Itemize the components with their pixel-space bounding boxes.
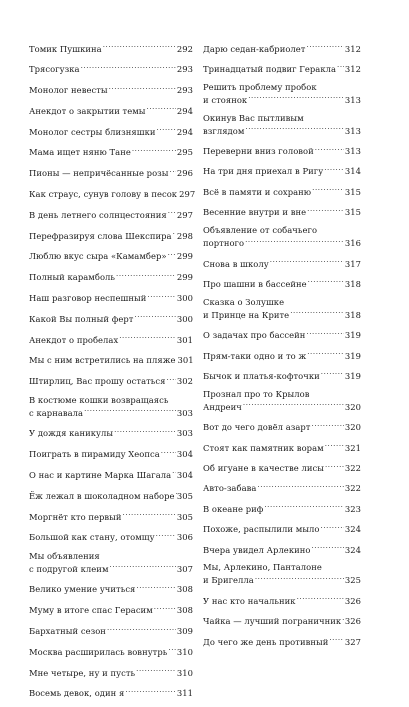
toc-entry-row [203, 614, 361, 627]
toc-entry [29, 509, 193, 522]
toc-entry-row [203, 348, 361, 361]
toc-entry-title: У нас кто начальник [203, 596, 296, 607]
toc-entry-title: Авто-забава [203, 483, 256, 494]
toc-entry-title: портного [203, 238, 244, 249]
toc-entry-page-number: 326 [345, 616, 361, 627]
dot-leader [306, 328, 343, 339]
toc-entry-row [203, 41, 361, 54]
toc-entry-title: О задачах про бассейн [203, 330, 305, 341]
dot-leader [123, 509, 176, 520]
toc-entry-title: Пионы — непричёсанные розы [29, 168, 169, 179]
dot-leader [245, 236, 344, 247]
toc-entry [29, 665, 193, 678]
toc-entry-title: Мне четыре, ну и пусть [29, 668, 135, 679]
toc-entry-page-number: 319 [345, 371, 361, 382]
toc-entry-page-number: 313 [345, 95, 361, 106]
dot-leader [166, 374, 175, 385]
toc-entry-page-number: 300 [177, 293, 193, 304]
dot-leader [134, 311, 175, 322]
toc-entry-title: Похоже, распылили мыло [203, 524, 320, 535]
toc-entry-title: Прям-таки одно и то ж [203, 351, 306, 362]
dot-leader [308, 276, 344, 287]
toc-entry-page-number: 297 [177, 210, 193, 221]
dot-leader [154, 603, 176, 614]
toc-entry [29, 624, 193, 637]
toc-entry-page-number: 322 [345, 463, 361, 474]
toc-entry-row [203, 593, 361, 606]
toc-entry-title: Мама ищет няню Тане [29, 147, 131, 158]
toc-entry-row [203, 61, 361, 74]
dot-leader [321, 368, 344, 379]
toc-entry-row [29, 124, 193, 137]
toc-entry-row [203, 501, 361, 514]
toc-entry-page-number: 324 [345, 545, 361, 556]
toc-entry-row [29, 311, 193, 324]
toc-entry-page-number: 322 [345, 483, 361, 494]
toc-entry-title: Поиграть в пирамиду Хеопса [29, 449, 160, 460]
dot-leader [329, 634, 344, 645]
toc-entry-title: Перефразируя слова Шекспира [29, 231, 172, 242]
toc-entry-page-number: 293 [177, 64, 193, 75]
toc-entry-row [203, 481, 361, 494]
toc-entry-page-number: 325 [345, 575, 361, 586]
toc-entry [29, 291, 193, 304]
toc-entry [203, 481, 361, 494]
toc-entry-page-number: 310 [177, 647, 193, 658]
toc-entry-row [203, 420, 361, 433]
toc-entry [29, 447, 193, 460]
toc-entry-row [29, 62, 193, 75]
toc-entry-title: Трясогузка [29, 64, 80, 75]
toc-entry-page-number: 327 [345, 637, 361, 648]
toc-entry-title: Штирлиц, Вас прошу остаться [29, 376, 165, 387]
toc-entry [29, 62, 193, 75]
toc-entry [203, 328, 361, 341]
dot-leader [307, 348, 344, 359]
dot-leader [116, 270, 176, 281]
toc-entry-title: с подругой клеим [29, 564, 109, 575]
dot-leader [243, 399, 344, 410]
dot-leader [312, 184, 344, 195]
dot-leader [337, 61, 344, 72]
toc-entry-title-line1: Решить проблему пробок [203, 82, 361, 93]
toc-entry-title: Большой как стану, отомщу [29, 532, 155, 543]
toc-entry-page-number: 309 [177, 626, 193, 637]
toc-entry-title: До чего же день противный [203, 637, 328, 648]
toc-entry-page-number: 320 [345, 402, 361, 413]
toc-entry [203, 461, 361, 474]
toc-entry-page-number: 293 [177, 85, 193, 96]
toc-entry-page-number: 294 [177, 127, 193, 138]
toc-entry [203, 184, 361, 197]
dot-leader [170, 166, 176, 177]
toc-entry-title: Дарю седан-кабриолет [203, 44, 306, 55]
toc-entry-row [29, 270, 193, 283]
toc-entry [203, 634, 361, 647]
toc-entry-page-number: 299 [177, 251, 193, 262]
toc-entry-title: Бархатный сезон [29, 626, 106, 637]
toc-entry [29, 270, 193, 283]
toc-entry [203, 113, 361, 137]
dot-leader [245, 123, 343, 134]
toc-entry-page-number: 314 [345, 166, 361, 177]
toc-entry-row [203, 184, 361, 197]
toc-entry-page-number: 324 [345, 524, 361, 535]
toc-entry-page-number: 313 [345, 126, 361, 137]
toc-entry [203, 82, 361, 106]
toc-entry-title-line1: В костюме кошки возвращаясь [29, 395, 193, 406]
dot-leader [84, 405, 176, 416]
toc-entry-title: Тринадцатый подвиг Геракла [203, 64, 336, 75]
toc-entry-row [29, 488, 193, 501]
dot-leader [156, 530, 176, 541]
toc-left-column [29, 41, 193, 707]
toc-entry-row [29, 665, 193, 678]
toc-entry-title: Велико умение учиться [29, 584, 135, 595]
toc-entry-row [29, 166, 193, 179]
toc-entry [29, 353, 193, 366]
toc-entry [203, 501, 361, 514]
toc-entry-page-number: 320 [345, 422, 361, 433]
toc-entry-page-number: 304 [177, 470, 193, 481]
toc-entry-title: У дождя каникулы [29, 428, 113, 439]
toc-entry [29, 530, 193, 543]
toc-entry [203, 440, 361, 453]
toc-entry [29, 249, 193, 262]
toc-entry-row [203, 399, 361, 412]
dot-leader [325, 461, 344, 472]
toc-entry-row [203, 92, 361, 105]
toc-entry-page-number: 318 [345, 310, 361, 321]
toc-entry [203, 61, 361, 74]
dot-leader [248, 92, 344, 103]
toc-entry [29, 551, 193, 575]
dot-leader [110, 561, 176, 572]
toc-entry-title: Об игуане в качестве лисы [203, 463, 324, 474]
toc-entry-page-number: 311 [177, 688, 193, 699]
toc-entry-page-number: 312 [345, 44, 361, 55]
toc-entry [29, 686, 193, 699]
toc-entry-page-number: 294 [177, 106, 193, 117]
toc-entry-row [203, 144, 361, 157]
toc-entry-row [29, 291, 193, 304]
dot-leader [325, 440, 344, 451]
toc-entry-title: Весенние внутри и вне [203, 207, 306, 218]
toc-entry-row [203, 256, 361, 269]
toc-entry-page-number: 307 [177, 564, 193, 575]
toc-entry [203, 164, 361, 177]
toc-entry-row [203, 236, 361, 249]
toc-entry [29, 488, 193, 501]
toc-entry-title-line1: Сказка о Золушке [203, 297, 361, 308]
dot-leader [255, 573, 344, 584]
toc-entry [29, 145, 193, 158]
toc-entry-title: и Принце на Крите [203, 310, 289, 321]
toc-entry [29, 332, 193, 345]
toc-entry-title: Про шашни в бассейне [203, 279, 307, 290]
toc-entry-page-number: 299 [177, 272, 193, 283]
toc-entry [29, 644, 193, 657]
toc-entry-page-number: 302 [177, 376, 193, 387]
toc-right-column [203, 41, 361, 655]
dot-leader [290, 307, 344, 318]
toc-entry [203, 348, 361, 361]
toc-entry-title: Мы с ним встретились на пляже [29, 355, 176, 366]
dot-leader [119, 332, 176, 343]
toc-entry-title: Наш разговор неспешный [29, 293, 146, 304]
toc-entry-page-number: 303 [177, 408, 193, 419]
toc-entry [29, 83, 193, 96]
dot-leader [312, 420, 344, 431]
toc-entry-row [29, 187, 193, 200]
toc-entry-page-number: 318 [345, 279, 361, 290]
toc-entry-row [203, 461, 361, 474]
toc-entry-title: Стоят как памятник ворам [203, 443, 324, 454]
dot-leader [311, 542, 343, 553]
toc-entry-title: Бычок и платья-кофточки [203, 371, 320, 382]
toc-entry-page-number: 304 [177, 449, 193, 460]
toc-entry [29, 187, 193, 200]
toc-entry [203, 225, 361, 249]
toc-entry [203, 542, 361, 555]
toc-entry [203, 614, 361, 627]
toc-entry-page-number: 297 [179, 189, 195, 200]
toc-entry-row [29, 103, 193, 116]
toc-entry [203, 41, 361, 54]
dot-leader [264, 501, 344, 512]
toc-entry-row [29, 686, 193, 699]
toc-entry-title: Монолог невесты [29, 85, 108, 96]
dot-leader [103, 41, 176, 52]
toc-entry-title: с карнавала [29, 408, 83, 419]
toc-entry-row [29, 83, 193, 96]
toc-entry-title: На три дня приехал в Ригу [203, 166, 323, 177]
dot-leader [315, 144, 344, 155]
toc-entry-row [29, 603, 193, 616]
toc-entry [29, 207, 193, 220]
toc-entry-page-number: 298 [177, 231, 193, 242]
toc-entry-row [29, 332, 193, 345]
toc-entry-title: и Бригелла [203, 575, 254, 586]
toc-entry-page-number: 301 [178, 355, 194, 366]
toc-entry [203, 562, 361, 586]
dot-leader [132, 145, 176, 156]
dot-leader [147, 103, 176, 114]
dot-leader [109, 83, 176, 94]
toc-entry [203, 522, 361, 535]
toc-entry-row [203, 368, 361, 381]
dot-leader [172, 467, 176, 478]
toc-entry-row [203, 164, 361, 177]
toc-entry-title: Переверни вниз головой [203, 146, 314, 157]
toc-entry-title: Муму в итоге спас Герасим [29, 605, 153, 616]
toc-entry-title: взглядом [203, 126, 244, 137]
dot-leader [257, 481, 343, 492]
toc-entry-title: Моргнёт кто первый [29, 512, 122, 523]
toc-entry-row [29, 561, 193, 574]
toc-entry [203, 420, 361, 433]
toc-entry-page-number: 319 [345, 330, 361, 341]
toc-entry [29, 395, 193, 419]
toc-entry-page-number: 295 [177, 147, 193, 158]
toc-entry-title-line1: Прознал про то Крылов [203, 389, 361, 400]
toc-entry-row [203, 328, 361, 341]
toc-entry-row [29, 644, 193, 657]
dot-leader [136, 582, 175, 593]
toc-entry [203, 276, 361, 289]
dot-leader [342, 614, 344, 625]
toc-entry-title-line1: Мы, Арлекино, Панталоне [203, 562, 361, 573]
dot-leader [107, 624, 176, 635]
dot-leader [270, 256, 344, 267]
dot-leader [125, 686, 176, 697]
dot-leader [168, 207, 176, 218]
toc-entry-page-number: 301 [177, 335, 193, 346]
dot-leader [168, 644, 175, 655]
toc-entry-row [203, 522, 361, 535]
toc-entry-page-number: 303 [177, 428, 193, 439]
dot-leader [173, 228, 176, 239]
toc-entry-page-number: 308 [177, 605, 193, 616]
toc-entry-page-number: 313 [345, 146, 361, 157]
toc-entry-title: Томик Пушкина [29, 44, 102, 55]
dot-leader [114, 426, 176, 437]
toc-entry-row [29, 228, 193, 241]
toc-entry-row [29, 249, 193, 262]
toc-entry-row [29, 426, 193, 439]
toc-entry-title: Ёж лежал в шоколадном наборе [29, 491, 175, 502]
toc-entry-title-line1: Объявление от собачьего [203, 225, 361, 236]
toc-entry-page-number: 317 [345, 259, 361, 270]
toc-entry-row [29, 374, 193, 387]
toc-entry-title: В день летнего солнцестояния [29, 210, 167, 221]
toc-entry-title: Андреич [203, 402, 242, 413]
toc-entry [29, 374, 193, 387]
toc-entry-page-number: 300 [177, 314, 193, 325]
toc-entry-page-number: 306 [177, 532, 193, 543]
toc-entry-title: Анекдот о пробелах [29, 335, 118, 346]
toc-entry-row [203, 440, 361, 453]
toc-entry-title: В океане риф [203, 504, 263, 515]
dot-leader [321, 522, 344, 533]
toc-entry-row [29, 447, 193, 460]
dot-leader [307, 205, 344, 216]
toc-entry [203, 205, 361, 218]
toc-entry-page-number: 312 [345, 64, 361, 75]
toc-entry [203, 297, 361, 321]
toc-entry-page-number: 316 [345, 238, 361, 249]
toc-entry-row [29, 41, 193, 54]
toc-entry [29, 103, 193, 116]
toc-entry-page-number: 321 [345, 443, 361, 454]
toc-entry-page-number: 308 [177, 584, 193, 595]
toc-entry-row [203, 123, 361, 136]
toc-entry-title: Какой Вы полный ферт [29, 314, 133, 325]
toc-entry-page-number: 310 [177, 668, 193, 679]
toc-entry-title: О нас и картине Марка Шагала [29, 470, 171, 481]
toc-entry [203, 368, 361, 381]
toc-entry-title: и стоянок [203, 95, 247, 106]
toc-entry [29, 467, 193, 480]
toc-entry-page-number: 292 [177, 44, 193, 55]
dot-leader [307, 41, 344, 52]
toc-entry-page-number: 305 [177, 512, 193, 523]
toc-entry-row [29, 582, 193, 595]
dot-leader [324, 164, 344, 175]
toc-entry-title: Всё в памяти и сохраню [203, 187, 311, 198]
toc-entry-page-number: 315 [345, 207, 361, 218]
toc-entry [203, 256, 361, 269]
toc-entry [29, 311, 193, 324]
toc-entry-title: Чайка — лучший пограничник [203, 616, 341, 627]
dot-leader [168, 249, 176, 260]
toc-entry-row [29, 145, 193, 158]
toc-entry-title: Анекдот о закрытии темы [29, 106, 146, 117]
toc-entry [203, 389, 361, 413]
toc-entry-title: Вот до чего довёл азарт [203, 422, 311, 433]
dot-leader [297, 593, 344, 604]
toc-entry-page-number: 323 [345, 504, 361, 515]
toc-entry-title-line1: Окинув Вас пытливым [203, 113, 361, 124]
toc-entry-title: Москва расширилась вовнутрь [29, 647, 167, 658]
toc-entry-row [203, 276, 361, 289]
dot-leader [81, 62, 176, 73]
toc-entry-page-number: 305 [177, 491, 193, 502]
toc-entry [203, 144, 361, 157]
toc-entry-page-number: 296 [177, 168, 193, 179]
toc-entry-row [203, 573, 361, 586]
toc-entry-row [203, 307, 361, 320]
toc-entry-row [29, 509, 193, 522]
toc-entry-title: Люблю вкус сыра «Камамбер» [29, 251, 167, 262]
toc-entry-title: Снова в школу [203, 259, 269, 270]
toc-entry [29, 228, 193, 241]
toc-entry-title: Монолог сестры близняшки [29, 127, 156, 138]
toc-entry-page-number: 326 [345, 596, 361, 607]
toc-entry-row [203, 542, 361, 555]
dot-leader [161, 447, 176, 458]
toc-entry [29, 426, 193, 439]
toc-entry-row [29, 467, 193, 480]
toc-entry [203, 593, 361, 606]
toc-entry-title: Полный карамболь [29, 272, 115, 283]
toc-entry-row [29, 405, 193, 418]
toc-entry-page-number: 319 [345, 351, 361, 362]
toc-entry [29, 41, 193, 54]
dot-leader [157, 124, 176, 135]
toc-entry-row [29, 530, 193, 543]
toc-entry-title-line1: Мы объявления [29, 551, 193, 562]
toc-entry-title: Вчера увидел Арлекино [203, 545, 310, 556]
toc-entry-row [29, 207, 193, 220]
toc-entry [29, 582, 193, 595]
dot-leader [136, 665, 176, 676]
toc-entry [29, 124, 193, 137]
toc-entry-page-number: 315 [345, 187, 361, 198]
toc-entry-row [29, 624, 193, 637]
toc-entry [29, 603, 193, 616]
toc-entry-row [203, 634, 361, 647]
toc-entry-title: Как страус, сунув голову в песок [29, 189, 177, 200]
dot-leader [147, 291, 175, 302]
toc-entry [29, 166, 193, 179]
toc-entry-title: Восемь девок, один я [29, 688, 124, 699]
toc-entry-row [29, 353, 193, 366]
toc-entry-row [203, 205, 361, 218]
